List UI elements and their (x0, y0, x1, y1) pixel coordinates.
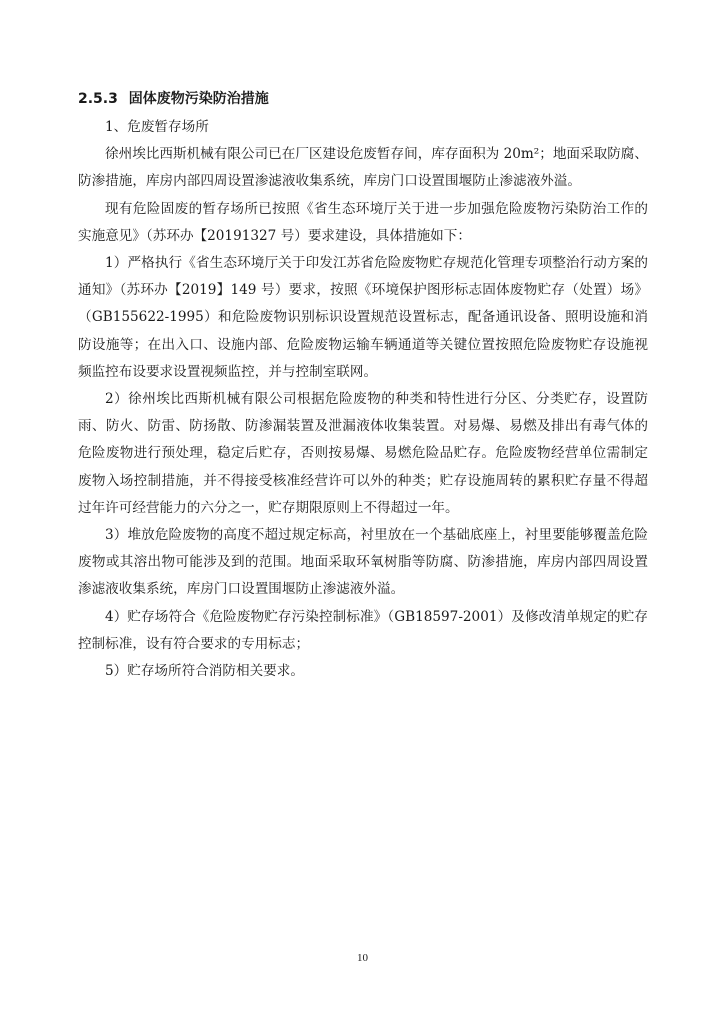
page-number: 10 (357, 952, 368, 964)
paragraph-item-3: 3）堆放危险废物的高度不超过规定标高，衬里放在一个基础底座上，衬里要能够覆盖危险废物或其溶出物可能涉及到的范围。地面采取环氧树脂等防腐、防渗措施，库房内部四周设置渗滤液收集系统，库房门口设置围堰防止渗滤液外溢。 (78, 527, 648, 598)
section-title: 固体废物污染防治措施 (128, 91, 269, 107)
paragraph-subheading: 1、危废暂存场所 (105, 119, 209, 135)
document-page (78, 86, 648, 685)
paragraph: 现有危险固废的暂存场所已按照《省生态环境厅关于进一步加强危险废物污染防治工作的实施意见》（苏环办【20191327 号）要求建设，具体措施如下： (78, 200, 648, 244)
paragraph-item-2: 2）徐州埃比西斯机械有限公司根据危险废物的种类和特性进行分区、分类贮存，设置防雨、防火、防雷、防扬散、防渗漏装置及泄漏液体收集装置。对易爆、易燃及排出有毒气体的危险废物进行预处理，稳定后贮存，否则按易爆、易燃危险品贮存。危险废物经营单位需制定废物入场控制措施，并不得接受核准经营许可以外的种类；贮存设施周转的累积贮存量不得超过年许可经营能力的六分之一，贮存期限原则上不得超过一年。 (78, 391, 648, 516)
paragraph-item-4: 4）贮存场符合《危险废物贮存污染控制标准》（GB18597-2001）及修改清单规定的贮存控制标准，设有符合要求的专用标志； (78, 608, 648, 652)
section-heading (78, 86, 648, 112)
paragraph: 徐州埃比西斯机械有限公司已在厂区建设危废暂存间，库存面积为 20m²；地面采取防腐、防渗措施，库房内部四周设置渗滤液收集系统，库房门口设置围堰防止渗滤液外溢。 (78, 146, 648, 190)
section-number: 2.5.3 (78, 91, 118, 107)
paragraph-item-5: 5）贮存场所符合消防相关要求。 (105, 663, 304, 680)
paragraph-item-1: 1）严格执行《省生态环境厅关于印发江苏省危险废物贮存规范化管理专项整治行动方案的通知》（苏环办【2019】149 号）要求，按照《环境保护图形标志固体废物贮存（处置）场》（GB155622-1995）和危险废物识别标识设置规范设置标志，配备通讯设备、照明设施和消防设施等；在出入口、设施内部、危险废物运输车辆通道等关键位置按照危险废物贮存设施视频监控布设要求设置视频监控，并与控制室联网。 (78, 255, 648, 380)
